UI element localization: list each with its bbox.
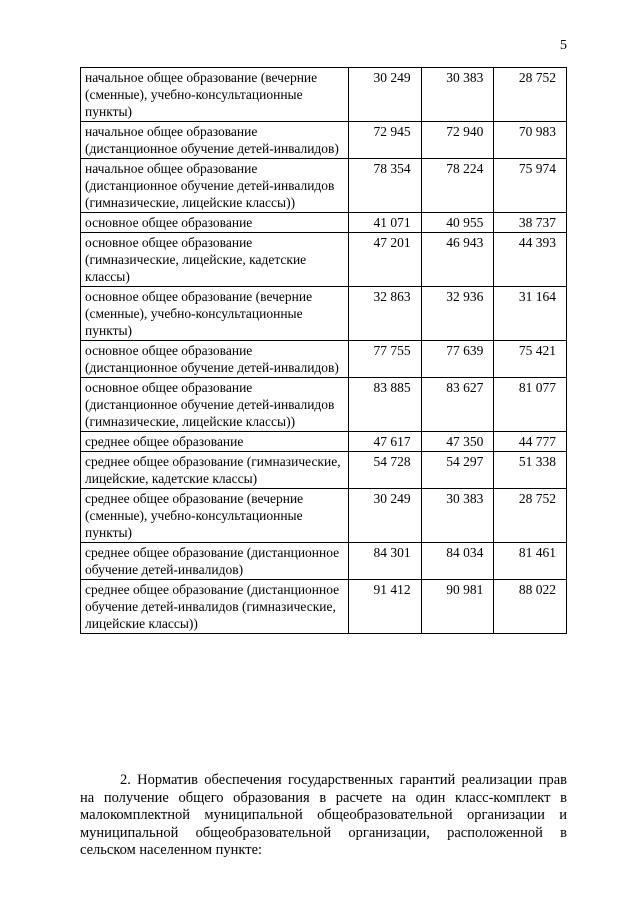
row-value-1: 47 617: [349, 432, 422, 452]
row-name: основное общее образование (гимназические, лицейские, кадетские классы): [81, 233, 349, 287]
row-value-3: 51 338: [494, 452, 567, 489]
table-row: [81, 432, 567, 452]
row-value-3: 70 983: [494, 122, 567, 159]
row-name: среднее общее образование (дистанционное обучение детей-инвалидов (гимназические, лицейские классы)): [81, 580, 349, 634]
row-value-2: 78 224: [421, 159, 494, 213]
table-row: [81, 341, 567, 378]
row-value-1: 32 863: [349, 287, 422, 341]
row-name: основное общее образование: [81, 213, 349, 233]
row-value-2: 54 297: [421, 452, 494, 489]
table-row: [81, 233, 567, 287]
row-value-2: 90 981: [421, 580, 494, 634]
row-value-1: 54 728: [349, 452, 422, 489]
row-value-3: 75 974: [494, 159, 567, 213]
paragraph-text: 2. Норматив обеспечения государственных гарантий реализации прав на получение общего образования в расчете на один класс-комплект в малокомплектной муниципальной общеобразовательной организации и муниципальной общеобразовательной организации, расположенной в сельском населенном пункте:: [80, 772, 567, 858]
table-row: [81, 580, 567, 634]
table-row: [81, 68, 567, 122]
row-value-2: 30 383: [421, 489, 494, 543]
row-value-3: 81 077: [494, 378, 567, 432]
table-row: [81, 489, 567, 543]
table-row: [81, 378, 567, 432]
table-row: [81, 543, 567, 580]
row-name: среднее общее образование (дистанционное обучение детей-инвалидов): [81, 543, 349, 580]
table-row: [81, 159, 567, 213]
page-number: 5: [560, 38, 567, 53]
row-value-1: 78 354: [349, 159, 422, 213]
row-name: среднее общее образование (вечерние (сменные), учебно-консультационные пункты): [81, 489, 349, 543]
norm-paragraph: [80, 772, 567, 860]
row-name: начальное общее образование (вечерние (сменные), учебно-консультационные пункты): [81, 68, 349, 122]
row-value-2: 47 350: [421, 432, 494, 452]
row-value-1: 91 412: [349, 580, 422, 634]
table-row: [81, 287, 567, 341]
row-value-2: 46 943: [421, 233, 494, 287]
row-value-2: 72 940: [421, 122, 494, 159]
row-value-2: 84 034: [421, 543, 494, 580]
row-name: основное общее образование (дистанционное обучение детей-инвалидов): [81, 341, 349, 378]
table-row: [81, 213, 567, 233]
row-value-3: 88 022: [494, 580, 567, 634]
row-value-2: 77 639: [421, 341, 494, 378]
row-name: начальное общее образование (дистанционное обучение детей-инвалидов (гимназические, лицейские классы)): [81, 159, 349, 213]
row-value-3: 81 461: [494, 543, 567, 580]
row-value-1: 84 301: [349, 543, 422, 580]
row-value-3: 28 752: [494, 489, 567, 543]
row-value-1: 30 249: [349, 489, 422, 543]
row-name: среднее общее образование (гимназические, лицейские, кадетские классы): [81, 452, 349, 489]
row-value-1: 83 885: [349, 378, 422, 432]
row-value-2: 40 955: [421, 213, 494, 233]
row-value-2: 83 627: [421, 378, 494, 432]
row-value-3: 44 777: [494, 432, 567, 452]
row-value-3: 44 393: [494, 233, 567, 287]
row-name: начальное общее образование (дистанционное обучение детей-инвалидов): [81, 122, 349, 159]
row-name: основное общее образование (вечерние (сменные), учебно-консультационные пункты): [81, 287, 349, 341]
row-value-3: 28 752: [494, 68, 567, 122]
row-value-3: 31 164: [494, 287, 567, 341]
row-value-2: 32 936: [421, 287, 494, 341]
norms-table: [80, 67, 567, 634]
row-value-1: 72 945: [349, 122, 422, 159]
row-value-3: 75 421: [494, 341, 567, 378]
row-value-1: 77 755: [349, 341, 422, 378]
row-name: среднее общее образование: [81, 432, 349, 452]
row-value-1: 47 201: [349, 233, 422, 287]
table-row: [81, 122, 567, 159]
row-value-3: 38 737: [494, 213, 567, 233]
row-value-1: 30 249: [349, 68, 422, 122]
row-name: основное общее образование (дистанционное обучение детей-инвалидов (гимназические, лицейские классы)): [81, 378, 349, 432]
row-value-1: 41 071: [349, 213, 422, 233]
table-row: [81, 452, 567, 489]
row-value-2: 30 383: [421, 68, 494, 122]
